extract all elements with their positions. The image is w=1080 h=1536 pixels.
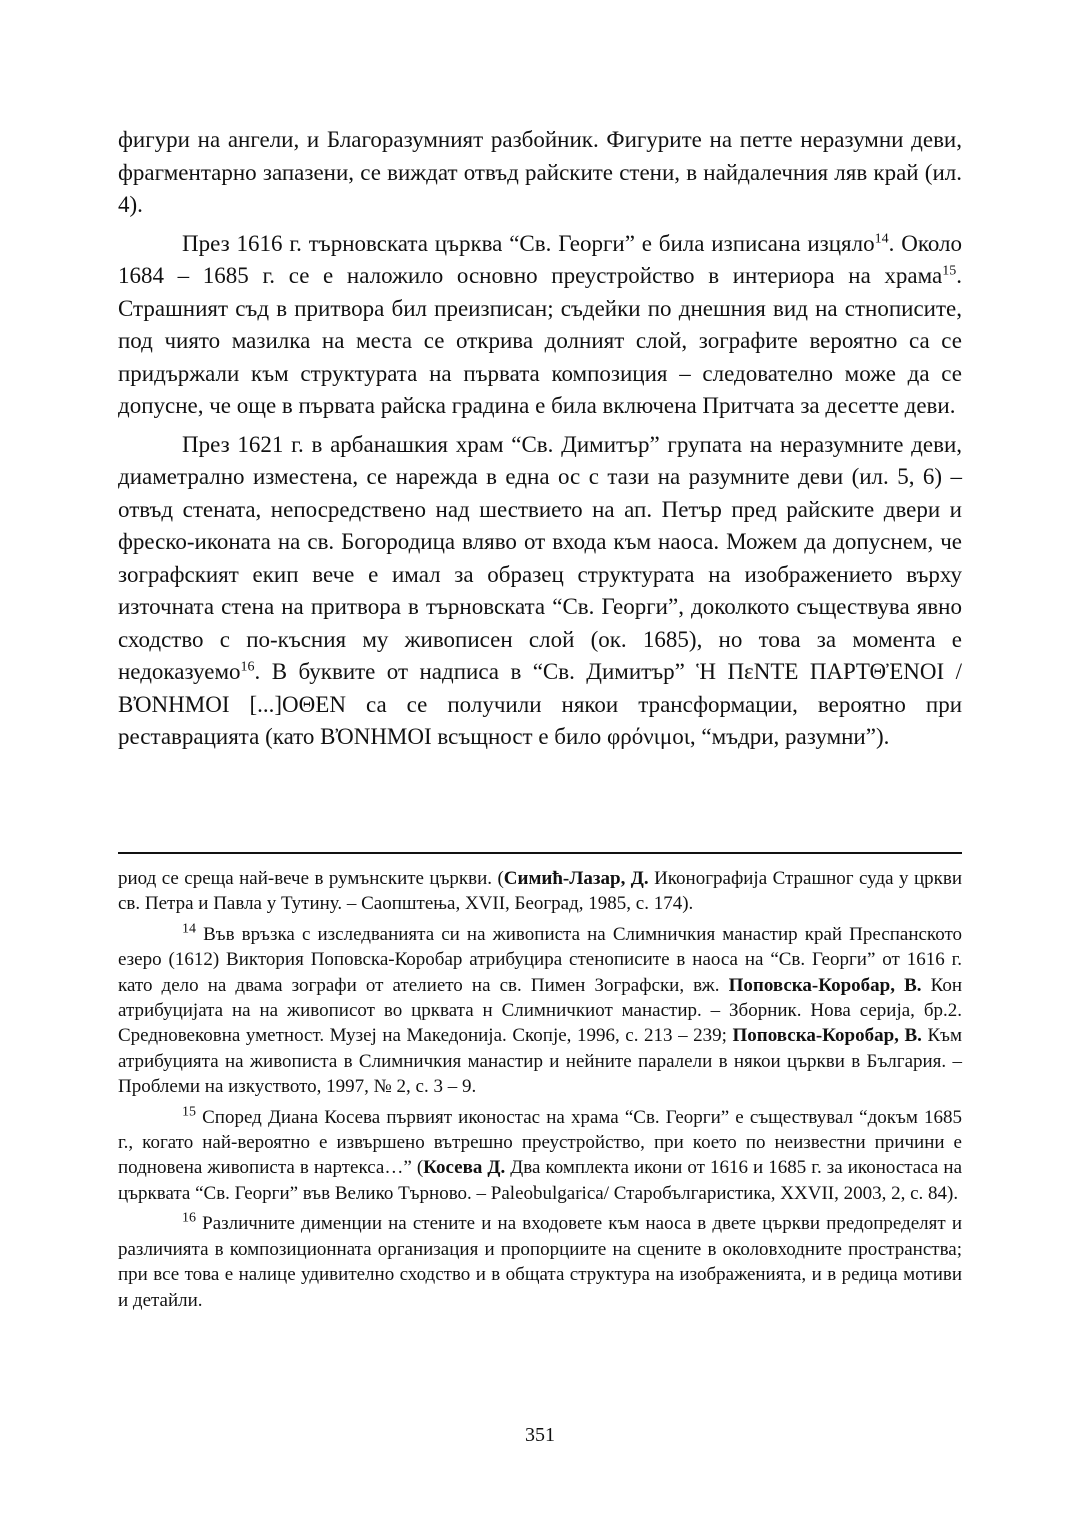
paragraph-3 [118, 429, 962, 754]
author-name: Поповска-Коробар, В. [732, 1025, 922, 1047]
paragraph-2-text-c: . Страшният съд в притвора бил преизписан; съдейки по днешния вид на стнописите, под чиято мазилка на места се открива долният слой, зографите вероятно са се придържали към структурата на първата композиция – следователно може да се допусне, че още в първата райска градина е била включена Притчата за десетте деви. [118, 263, 962, 418]
footnote-14 [118, 922, 962, 1100]
author-name: Косева Д. [423, 1157, 506, 1179]
footnote-separator [118, 852, 962, 854]
footnote-number-14: 14 [182, 921, 196, 937]
footnote-14-text-b: Кон атрибуцијата на на живописот во црквата н Слимничкиот манастир. – Зборник. Нова серија, бр.2. Средновековна уметност. Музеј на Македонија. Скопје, 1996, с. 213 – 239; [118, 974, 962, 1047]
footnote-cont-text-b: Иконографија Страшног суда у цркви св. Петра и Павла у Тутину. – Саопштења, XVII, Београд, 1985, с. 174). [118, 868, 962, 915]
footnote-number-15: 15 [182, 1104, 196, 1120]
footnote-15-text-a: Според Диана Косева първият иконостас на храма “Св. Георги” е съществувал “докъм 1685 г., когато най-вероятно е извършено вътрешно преустройство, при което по неизвестни причини е подновена живописта в нартекса…” ( [118, 1106, 962, 1179]
paragraph-3-text-a: През 1621 г. в арбанашкия храм “Св. Димитър” групата на неразумните деви, диаметрално изместена, се нарежда в една ос с тази на разумните деви (ил. 5, 6) – отвъд стената, непосредствено над шествието на ап. Петър пред райските двери и фреско-иконата на св. Богородица вляво от входа към наоса. Можем да допуснем, че зографският екип вече е имал за образец структурата на изображението върху източната стена на притвора в търновската “Св. Георги”, доколкото съществува явно сходство с по-късния му живописен слой (ок. 1685), но това за момента е недоказуемо [118, 431, 962, 684]
footnote-continuation [118, 866, 962, 917]
footnote-16-text-a: Различните дименции на стените и на входовете към наоса в двете църкви предопределят и различията в композиционната организация и пропорциите на сцените в околовходните пространства; при все това е налице удивително сходство и в общата структура на изображенията, и в редица мотиви и детайли. [118, 1213, 962, 1311]
paragraph-3-text-b: . В буквите от надписа в “Св. Димитър” Ἡ ΠεΝΤΕ ΠΑΡΤΘἘΝΟΙ / ΒὈΝΗΜΟΙ [...]ΟΘΕΝ са се получили някои трансформации, вероятно при реставрацията (като ΒὈΝΗΜΟΙ всъщност е било φρόνιμοι, “мъдри, разумни”). [118, 659, 962, 749]
paragraph-1 [118, 124, 962, 222]
footnote-14-text-c: Към атрибуцията на живописта в Слимничкия манастир и нейните паралели в някои църкви в България. – Проблеми на изкуството, 1997, № 2, с. 3 – 9. [118, 1025, 962, 1098]
footnotes [118, 866, 962, 1313]
footnote-15-text-b: Два комплекта икони от 1616 и 1685 г. за иконостаса на църквата “Св. Георги” във Велико Търново. – Paleobulgarica/ Старобългаристика, XXVII, 2003, 2, с. 84). [118, 1157, 962, 1204]
footnote-number-16: 16 [182, 1210, 196, 1226]
footnote-ref-16[interactable]: 16 [240, 659, 255, 675]
paragraph-2 [118, 228, 962, 423]
footnote-ref-15[interactable]: 15 [942, 263, 957, 279]
footnote-cont-text-a: риод се среща най-вече в румънските църкви. ( [118, 868, 504, 889]
footnote-16 [118, 1211, 962, 1313]
author-name: Поповска-Коробар, В. [728, 974, 922, 996]
paragraph-2-text-a: През 1616 г. търновската църква “Св. Георги” е била изписана изцяло [182, 230, 875, 256]
paragraph-1-text: фигури на ангели, и Благоразумният разбойник. Фигурите на петте неразумни деви, фрагментарно запазени, се виждат отвъд райските стени, в найдалечния ляв край (ил. 4). [118, 127, 962, 217]
footnote-15 [118, 1105, 962, 1207]
page-number: 351 [525, 1424, 555, 1446]
footnote-14-text-a: Във връзка с изследванията си на живописта на Слимничкия манастир край Преспанското езеро (1612) Виктория Поповска-Коробар атрибуцира стенописите в наоса на “Св. Георги” от 1616 г. като дело на двама зографи от ателието на св. Пимен Зографски, вж. [118, 923, 962, 996]
paragraph-2-text-b: . Около 1684 – 1685 г. се е наложило основно преустройство в интериора на храма [118, 230, 962, 288]
author-name: Симић-Лазар, Д. [503, 868, 649, 889]
footnote-ref-14[interactable]: 14 [874, 230, 889, 246]
main-text [118, 124, 962, 754]
